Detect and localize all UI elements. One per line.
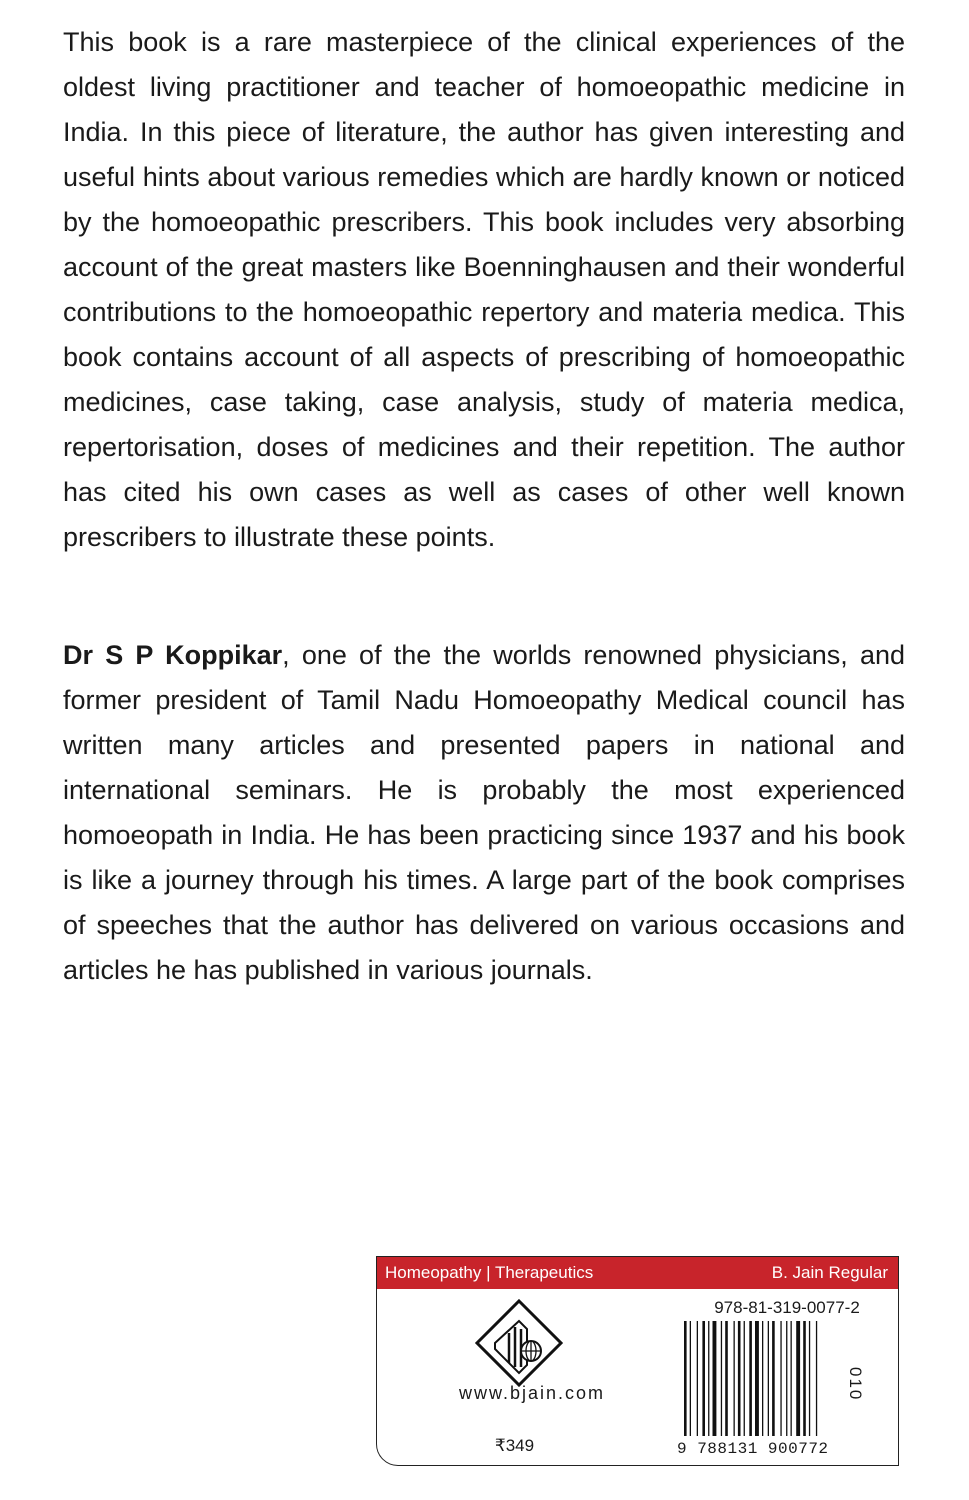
price-label: ₹349 bbox=[494, 1436, 535, 1455]
barcode-bar bbox=[684, 1321, 687, 1436]
author-name: Dr S P Koppikar bbox=[63, 640, 283, 670]
barcode-bar bbox=[702, 1321, 705, 1436]
description-text: This book is a rare masterpiece of the clinical experiences of the oldest living practitioner and teacher of homoeopathic medicine in India. In this piece of literature, the author has given interesting and useful hints about various remedies which are hardly known or noticed by the homoeopathic prescribers. This book includes very absorbing account of the great masters like Boenninghausen and their wonderful contributions to the homoeopathic repertory and materia medica. This book contains account of all aspects of prescribing of homoeopathic medicines, case taking, case analysis, study of materia medica, repertorisation, doses of medicines and their repetition. The author has cited his own cases as well as cases of other well known prescribers to illustrate these points. bbox=[63, 27, 905, 552]
author-bio-paragraph bbox=[63, 633, 905, 993]
barcode-bar bbox=[780, 1321, 781, 1436]
series-label: B. Jain Regular bbox=[771, 1263, 888, 1282]
barcode-bar bbox=[708, 1321, 709, 1436]
barcode-bar bbox=[772, 1321, 775, 1436]
barcode-bar bbox=[697, 1321, 698, 1436]
barcode-bar bbox=[690, 1321, 691, 1436]
barcode-bar bbox=[725, 1321, 728, 1436]
isbn-barcode bbox=[682, 1321, 862, 1436]
author-bio-text: , one of the the worlds renowned physicians, and former president of Tamil Nadu Homoeopathy Medical council has written many articles and presented papers in national and international seminars. He is probably the most experienced homoeopath in India. He has been practicing since 1937 and his book is like a journey through his times. A large part of the book comprises of speeches that the author has delivered on various occasions and articles he has published in various journals. bbox=[63, 640, 905, 985]
barcode-bar bbox=[791, 1321, 792, 1436]
barcode-bar bbox=[755, 1321, 759, 1436]
barcode-bar bbox=[738, 1321, 741, 1436]
barcode-bar bbox=[713, 1321, 717, 1436]
back-cover-info-box bbox=[376, 1256, 899, 1466]
barcode-bar bbox=[768, 1321, 769, 1436]
barcode-bar bbox=[803, 1321, 806, 1436]
barcode-bar bbox=[796, 1321, 800, 1436]
barcode-bar bbox=[734, 1321, 735, 1436]
barcode-bar bbox=[744, 1321, 745, 1436]
barcode-digits: 9 788131 900772 bbox=[677, 1440, 829, 1458]
barcode-bar bbox=[816, 1321, 817, 1436]
barcode-bar bbox=[721, 1321, 722, 1436]
category-bar bbox=[377, 1257, 898, 1289]
publisher-website: www.bjain.com bbox=[458, 1383, 606, 1403]
barcode-bar bbox=[762, 1321, 763, 1436]
barcode-bar bbox=[749, 1321, 752, 1436]
publisher-logo-icon bbox=[475, 1299, 563, 1387]
category-label: Homeopathy | Therapeutics bbox=[385, 1263, 594, 1282]
isbn-number: 978-81-319-0077-2 bbox=[714, 1298, 860, 1317]
addon-code: 010 bbox=[846, 1367, 865, 1402]
barcode-bar bbox=[809, 1321, 810, 1436]
barcode-bar bbox=[786, 1321, 787, 1436]
description-paragraph bbox=[63, 20, 905, 560]
